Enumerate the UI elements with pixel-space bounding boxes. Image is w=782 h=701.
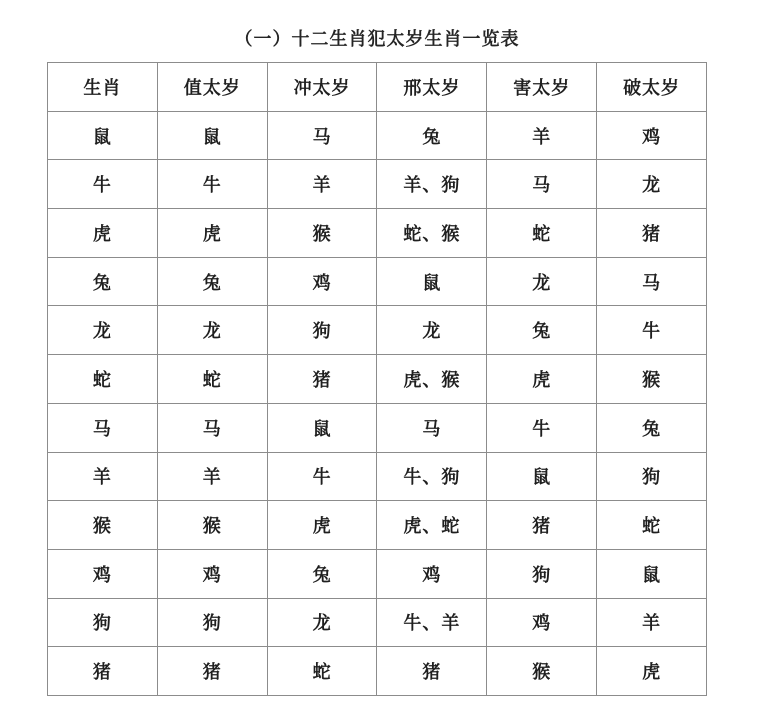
table-cell: 牛、羊 bbox=[377, 598, 487, 647]
table-row bbox=[48, 647, 707, 696]
table-row bbox=[48, 160, 707, 209]
table-cell: 牛 bbox=[157, 160, 267, 209]
table-cell: 牛 bbox=[597, 306, 707, 355]
table-cell: 兔 bbox=[377, 111, 487, 160]
table-cell: 猪 bbox=[487, 501, 597, 550]
table-row bbox=[48, 403, 707, 452]
table-cell: 马 bbox=[267, 111, 377, 160]
table-cell: 蛇 bbox=[157, 355, 267, 404]
table-cell: 蛇 bbox=[48, 355, 158, 404]
table-cell: 龙 bbox=[267, 598, 377, 647]
table-cell: 蛇、猴 bbox=[377, 209, 487, 258]
table-cell: 鸡 bbox=[157, 549, 267, 598]
table-cell: 龙 bbox=[157, 306, 267, 355]
table-cell: 兔 bbox=[487, 306, 597, 355]
table-cell: 狗 bbox=[597, 452, 707, 501]
table-cell: 羊 bbox=[48, 452, 158, 501]
table-cell: 猴 bbox=[267, 209, 377, 258]
table-cell: 羊 bbox=[597, 598, 707, 647]
table-cell: 龙 bbox=[377, 306, 487, 355]
table-cell: 猴 bbox=[487, 647, 597, 696]
table-row bbox=[48, 111, 707, 160]
table-cell: 羊、狗 bbox=[377, 160, 487, 209]
table-cell: 狗 bbox=[48, 598, 158, 647]
table-cell: 鼠 bbox=[377, 257, 487, 306]
table-cell: 蛇 bbox=[597, 501, 707, 550]
table-cell: 猪 bbox=[377, 647, 487, 696]
table-cell: 马 bbox=[487, 160, 597, 209]
table-cell: 虎 bbox=[597, 647, 707, 696]
table-cell: 马 bbox=[157, 403, 267, 452]
table-cell: 虎、猴 bbox=[377, 355, 487, 404]
table-cell: 马 bbox=[597, 257, 707, 306]
table-cell: 马 bbox=[48, 403, 158, 452]
table-header bbox=[48, 63, 707, 112]
table-cell: 虎 bbox=[48, 209, 158, 258]
table-cell: 虎、蛇 bbox=[377, 501, 487, 550]
table-row bbox=[48, 501, 707, 550]
table-cell: 兔 bbox=[267, 549, 377, 598]
table-cell: 蛇 bbox=[487, 209, 597, 258]
table-cell: 牛 bbox=[48, 160, 158, 209]
table-cell: 鼠 bbox=[157, 111, 267, 160]
table-cell: 鸡 bbox=[487, 598, 597, 647]
page-title: （一）十二生肖犯太岁生肖一览表 bbox=[234, 29, 520, 49]
table-cell: 猪 bbox=[157, 647, 267, 696]
table-cell: 虎 bbox=[487, 355, 597, 404]
column-header: 生肖 bbox=[48, 63, 158, 112]
table-cell: 猴 bbox=[597, 355, 707, 404]
table-cell: 羊 bbox=[157, 452, 267, 501]
table-cell: 虎 bbox=[157, 209, 267, 258]
column-header: 邢太岁 bbox=[377, 63, 487, 112]
table-cell: 鸡 bbox=[48, 549, 158, 598]
table-cell: 兔 bbox=[597, 403, 707, 452]
table-header-row bbox=[48, 63, 707, 112]
table-cell: 猪 bbox=[597, 209, 707, 258]
table-cell: 兔 bbox=[48, 257, 158, 306]
table-cell: 牛 bbox=[487, 403, 597, 452]
table-cell: 羊 bbox=[487, 111, 597, 160]
table-cell: 鸡 bbox=[267, 257, 377, 306]
table-cell: 狗 bbox=[487, 549, 597, 598]
table-row bbox=[48, 257, 707, 306]
table-row bbox=[48, 209, 707, 258]
table-cell: 猪 bbox=[267, 355, 377, 404]
table-cell: 鼠 bbox=[487, 452, 597, 501]
table-cell: 龙 bbox=[597, 160, 707, 209]
table-row bbox=[48, 598, 707, 647]
table-cell: 猴 bbox=[48, 501, 158, 550]
table-cell: 虎 bbox=[267, 501, 377, 550]
table-cell: 狗 bbox=[267, 306, 377, 355]
table-row bbox=[48, 549, 707, 598]
table-cell: 猴 bbox=[157, 501, 267, 550]
table-cell: 狗 bbox=[157, 598, 267, 647]
table-cell: 牛 bbox=[267, 452, 377, 501]
table-cell: 鼠 bbox=[267, 403, 377, 452]
table-cell: 鼠 bbox=[597, 549, 707, 598]
table-cell: 马 bbox=[377, 403, 487, 452]
table-cell: 龙 bbox=[48, 306, 158, 355]
column-header: 破太岁 bbox=[597, 63, 707, 112]
table-row bbox=[48, 306, 707, 355]
table-cell: 牛、狗 bbox=[377, 452, 487, 501]
column-header: 值太岁 bbox=[157, 63, 267, 112]
table-cell: 蛇 bbox=[267, 647, 377, 696]
table-cell: 鼠 bbox=[48, 111, 158, 160]
table-cell: 鸡 bbox=[377, 549, 487, 598]
table-cell: 兔 bbox=[157, 257, 267, 306]
table-cell: 龙 bbox=[487, 257, 597, 306]
table-cell: 鸡 bbox=[597, 111, 707, 160]
content-area bbox=[47, 28, 707, 696]
column-header: 冲太岁 bbox=[267, 63, 377, 112]
table-body bbox=[48, 111, 707, 695]
table-row bbox=[48, 355, 707, 404]
table-row bbox=[48, 452, 707, 501]
table-cell: 猪 bbox=[48, 647, 158, 696]
table-cell: 羊 bbox=[267, 160, 377, 209]
column-header: 害太岁 bbox=[487, 63, 597, 112]
zodiac-taisui-table bbox=[47, 62, 707, 696]
